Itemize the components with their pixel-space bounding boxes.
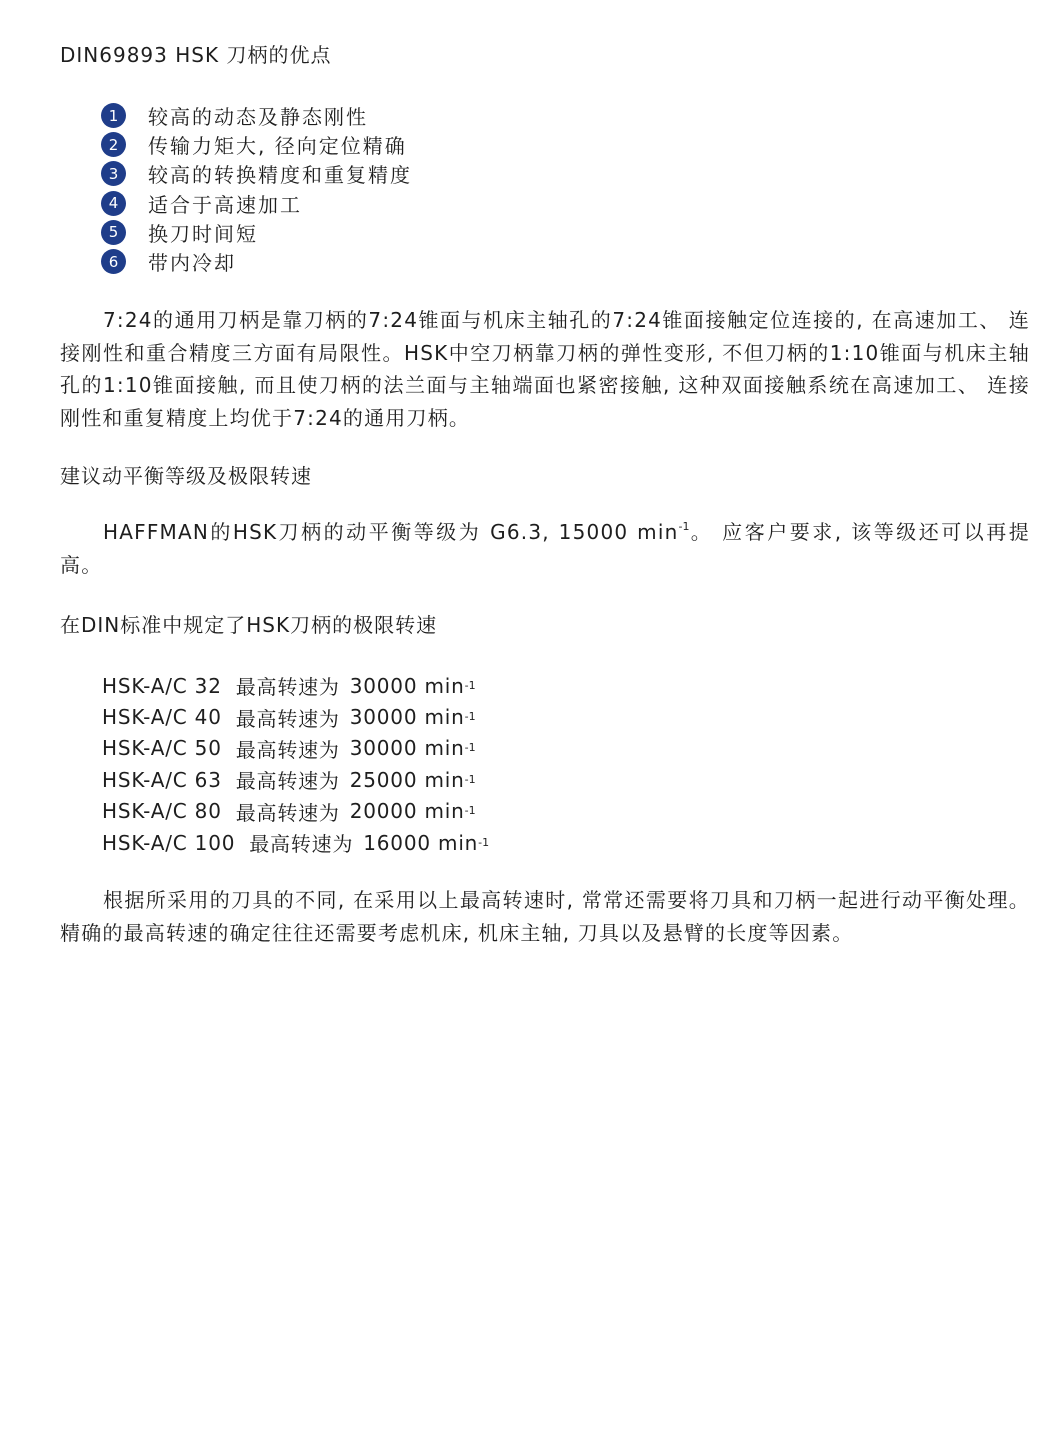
speed-value: 25000 min bbox=[349, 767, 465, 792]
number-2-badge-icon: 2 bbox=[101, 132, 126, 157]
balance-text-after: 。 应客户要求, 该等级还可以再提高。 bbox=[60, 520, 1030, 577]
advantage-item bbox=[101, 101, 412, 130]
advantage-item bbox=[101, 159, 412, 188]
advantage-text: 换刀时间短 bbox=[148, 221, 258, 246]
number-1-badge-icon: 1 bbox=[101, 103, 126, 128]
speed-value: 20000 min bbox=[349, 799, 465, 824]
speed-label: 最高转速为 bbox=[235, 706, 340, 731]
comparison-paragraph: 7:24的通用刀柄是靠刀柄的7:24锥面与机床主轴孔的7:24锥面接触定位连接的, 在高速加工、 连接刚性和重合精度三方面有局限性。HSK中空刀柄靠刀柄的弹性变形, 不但刀柄的1:10锥面与机床主轴孔的1:10锥面接触, 而且使刀柄的法兰面与主轴端面也紧密接触, 这种双面接触系统在高速加工、 连接刚性和重复精度上均优于7:24的通用刀柄。 bbox=[60, 308, 1030, 430]
speed-row: HSK-A/C 50 最高转速为 30000 min -1 bbox=[102, 733, 489, 764]
speed-row: HSK-A/C 32 最高转速为 30000 min -1 bbox=[102, 670, 489, 701]
advantages-list bbox=[101, 101, 412, 276]
number-6-badge-icon: 6 bbox=[101, 249, 126, 274]
advantage-text: 适合于高速加工 bbox=[148, 192, 302, 217]
advantage-item bbox=[101, 218, 412, 247]
speed-value: 16000 min bbox=[363, 830, 479, 855]
balance-text-before: HAFFMAN的HSK刀柄的动平衡等级为 G6.3, 15000 min bbox=[103, 520, 679, 544]
number-5-badge-icon: 5 bbox=[101, 220, 126, 245]
speed-value: 30000 min bbox=[349, 736, 465, 761]
advantage-item bbox=[101, 189, 412, 218]
speed-model: HSK-A/C 100 bbox=[102, 830, 236, 855]
speed-model: HSK-A/C 63 bbox=[102, 767, 222, 792]
number-4-badge-icon: 4 bbox=[101, 191, 126, 216]
speed-label: 最高转速为 bbox=[235, 737, 340, 762]
speed-value: 30000 min bbox=[349, 673, 465, 698]
din-heading: 在DIN标准中规定了HSK刀柄的极限转速 bbox=[60, 613, 438, 637]
speed-row: HSK-A/C 63 最高转速为 25000 min -1 bbox=[102, 764, 489, 795]
balance-heading: 建议动平衡等级及极限转速 bbox=[60, 464, 312, 488]
speed-model: HSK-A/C 32 bbox=[102, 673, 222, 698]
balance-superscript: -1 bbox=[678, 520, 690, 533]
speed-row: HSK-A/C 80 最高转速为 20000 min -1 bbox=[102, 796, 489, 827]
speed-label: 最高转速为 bbox=[235, 675, 340, 700]
speed-model: HSK-A/C 50 bbox=[102, 736, 222, 761]
page-title: DIN69893 HSK 刀柄的优点 bbox=[60, 43, 332, 67]
number-3-badge-icon: 3 bbox=[101, 161, 126, 186]
speed-label: 最高转速为 bbox=[249, 832, 354, 857]
balance-paragraph bbox=[60, 516, 1030, 581]
speed-model: HSK-A/C 40 bbox=[102, 705, 222, 730]
advantage-text: 传输力矩大, 径向定位精确 bbox=[148, 134, 407, 159]
speed-row: HSK-A/C 100 最高转速为 16000 min -1 bbox=[102, 827, 489, 858]
advantage-item bbox=[101, 247, 412, 276]
speed-value: 30000 min bbox=[349, 705, 465, 730]
speed-limits-list bbox=[102, 670, 489, 858]
advantage-item bbox=[101, 130, 412, 159]
speed-label: 最高转速为 bbox=[235, 800, 340, 825]
speed-model: HSK-A/C 80 bbox=[102, 799, 222, 824]
closing-paragraph: 根据所采用的刀具的不同, 在采用以上最高转速时, 常常还需要将刀具和刀柄一起进行动平衡处理。精确的最高转速的确定往往还需要考虑机床, 机床主轴, 刀具以及悬臂的长度等因素。 bbox=[60, 888, 1030, 945]
advantage-text: 较高的转换精度和重复精度 bbox=[148, 163, 412, 188]
advantage-text: 带内冷却 bbox=[148, 251, 236, 276]
advantage-text: 较高的动态及静态刚性 bbox=[148, 105, 368, 130]
speed-row: HSK-A/C 40 最高转速为 30000 min -1 bbox=[102, 701, 489, 732]
speed-label: 最高转速为 bbox=[235, 769, 340, 794]
